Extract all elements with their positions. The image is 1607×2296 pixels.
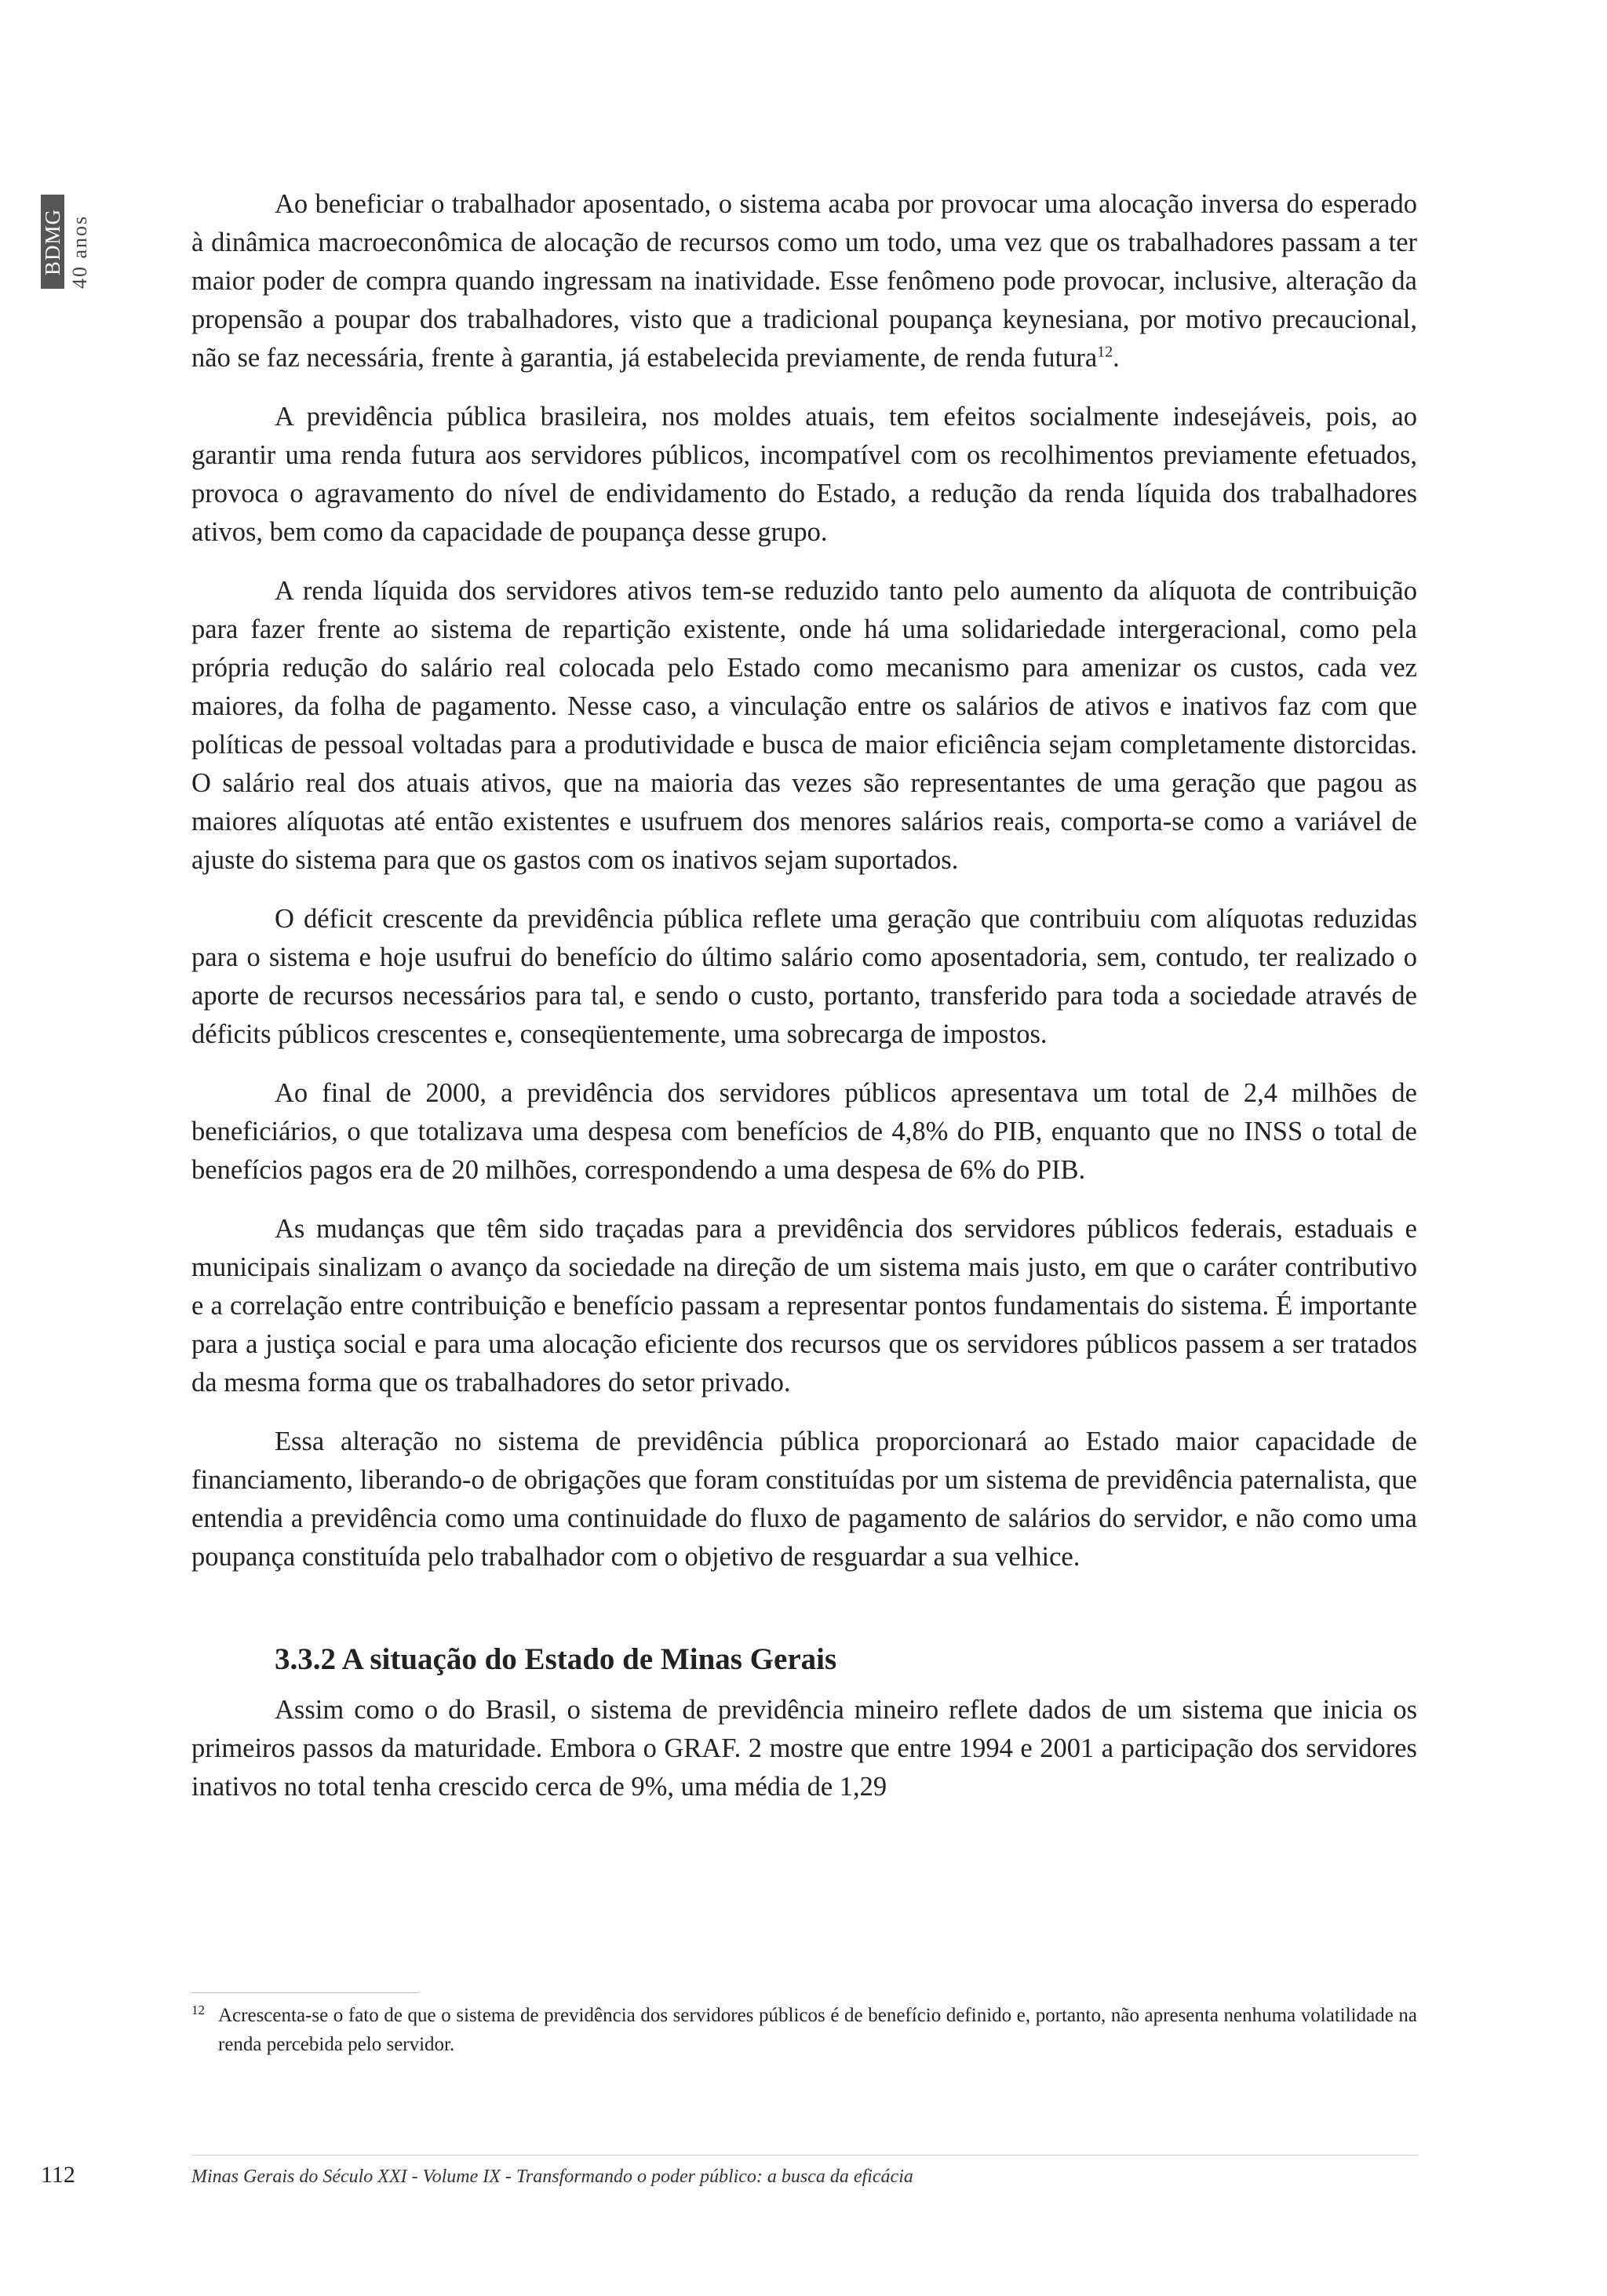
footer-divider [191,2155,1417,2156]
footnote-text: Acrescenta-se o fato de que o sistema de previdência dos servidores públicos é de benefício definido e, portanto, não apresenta nenhuma volatilidade na renda percebida pelo servidor. [218,2005,1417,2055]
paragraph: A previdência pública brasileira, nos moldes atuais, tem efeitos socialmente indesejáveis, pois, ao garantir uma renda futura aos servidores públicos, incompatível com os recolhimentos previamente efetuados, provoca o agravamento do nível de endividamento do Estado, a redução da renda líquida dos trabalhadores ativos, bem como da capacidade de poupança desse grupo. [191,402,1417,547]
page-number: 112 [41,2162,75,2188]
footnote-divider [191,1992,419,1993]
paragraph: Essa alteração no sistema de previdência pública proporcionará ao Estado maior capacidade de financiamento, liberando-o de obrigações que foram constituídas por um sistema de previdência paternalista, que entendia a previdência como uma continuidade do fluxo de pagamento de salários do servidor, e não como uma poupança constituída pelo trabalhador com o objetivo de resguardar a sua velhice. [191,1427,1417,1572]
paragraph: O déficit crescente da previdência pública reflete uma geração que contribuiu com alíquotas reduzidas para o sistema e hoje usufrui do benefício do último salário como aposentadoria, sem, contudo, ter realizado o aporte de recursos necessários para tal, e sendo o custo, portanto, transferido para toda a sociedade através de déficits públicos crescentes e, conseqüentemente, uma sobrecarga de impostos. [191,904,1417,1049]
footnote-number: 12 [191,2003,205,2017]
footnote-reference[interactable]: 12 [1097,343,1113,361]
brand-label: BDMG [41,195,64,289]
side-tab-badge [41,195,104,289]
paragraph: A renda líquida dos servidores ativos tem-se reduzido tanto pelo aumento da alíquota de contribuição para fazer frente ao sistema de repartição existente, onde há uma solidariedade intergeracional, como pela própria redução do salário real colocada pelo Estado como mecanismo para amenizar os custos, cada vez maiores, da folha de pagamento. Nesse caso, a vinculação entre os salários de ativos e inativos faz com que políticas de pessoal voltadas para a produtividade e busca de maior eficiência sejam completamente distorcidas. O salário real dos atuais ativos, que na maioria das vezes são representantes de uma geração que pagou as maiores alíquotas até então existentes e usufruem dos menores salários reais, comporta-se como a variável de ajuste do sistema para que os gastos com os inativos sejam suportados. [191,576,1417,875]
footnote [191,2001,1417,2059]
paragraph-text: Ao beneficiar o trabalhador aposentado, o sistema acaba por provocar uma alocação inversa do esperado à dinâmica macroeconômica de alocação de recursos como um todo, uma vez que os trabalhadores passam a ter maior poder de compra quando ingressam na inatividade. Esse fenômeno pode provocar, inclusive, alteração da propensão a poupar dos trabalhadores, visto que a tradicional poupança keynesiana, por motivo precaucional, não se faz necessária, frente à garantia, já estabelecida previamente, de renda futura [191,189,1417,373]
paragraph [191,185,1417,377]
anniversary-label: 40 anos [68,214,91,289]
paragraph: As mudanças que têm sido traçadas para a previdência dos servidores públicos federais, estaduais e municipais sinalizam o avanço da sociedade na direção de um sistema mais justo, em que o caráter contributivo e a correlação entre contribuição e benefício passam a representar pontos fundamentais do sistema. É importante para a justiça social e para uma alocação eficiente dos recursos que os servidores públicos passem a ser tratados da mesma forma que os trabalhadores do setor privado. [191,1214,1417,1398]
running-footer-title: Minas Gerais do Século XXI - Volume IX - Transformando o poder público: a busca da eficácia [191,2167,913,2187]
paragraph: Ao final de 2000, a previdência dos servidores públicos apresentava um total de 2,4 milhões de beneficiários, o que totalizava uma despesa com benefícios de 4,8% do PIB, enquanto que no INSS o total de benefícios pagos era de 20 milhões, correspondendo a uma despesa de 6% do PIB. [191,1078,1417,1185]
page-body [191,185,1417,1827]
section-heading: 3.3.2 A situação do Estado de Minas Gerais [275,1642,837,1676]
paragraph-tail: . [1113,343,1120,373]
section-paragraph: Assim como o do Brasil, o sistema de previdência mineiro reflete dados de um sistema que inicia os primeiros passos da maturidade. Embora o GRAF. 2 mostre que entre 1994 e 2001 a participação dos servidores inativos no total tenha crescido cerca de 9%, uma média de 1,29 [191,1695,1417,1802]
